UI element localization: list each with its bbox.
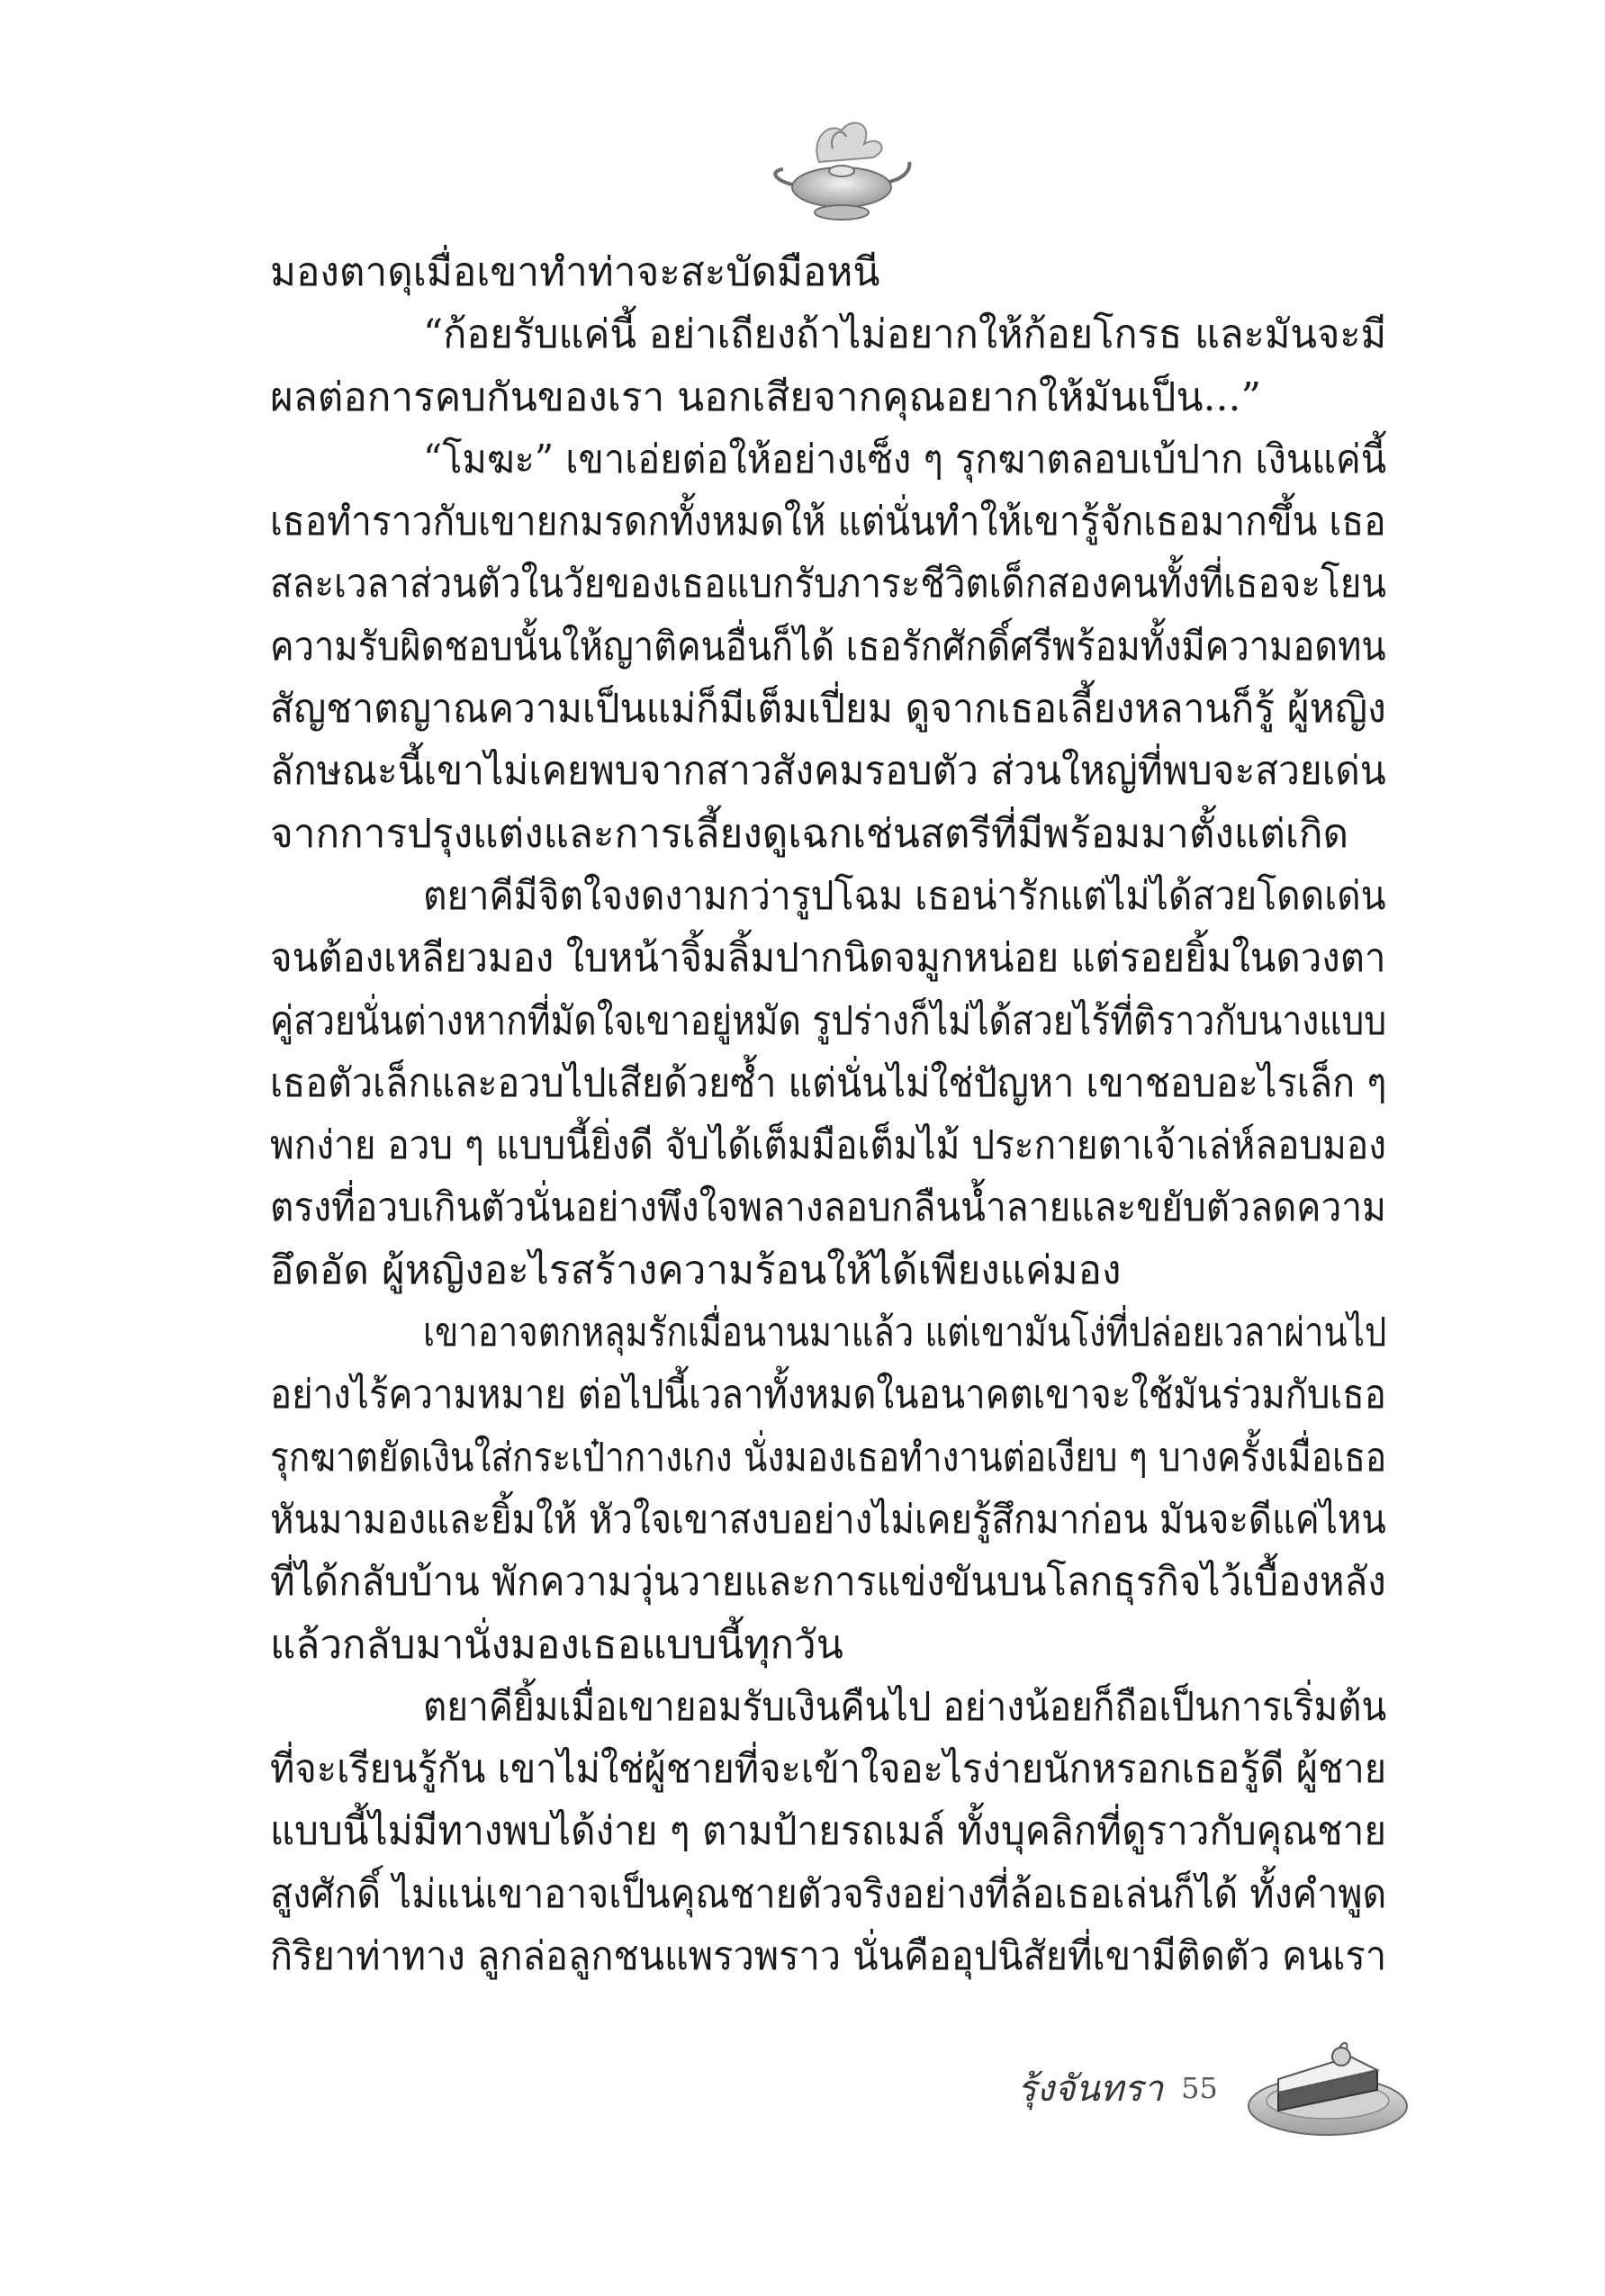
text-line: คู่สวยนั่นต่างหากที่มัดใจเขาอยู่หมัด รูปร่างก็ไม่ได้สวยไร้ที่ติราวกับนางแบบ bbox=[270, 997, 1386, 1044]
text-line: ตยาคียิ้มเมื่อเขายอมรับเงินคืนไป อย่างน้อยก็ถือเป็นการเริ่มต้น bbox=[423, 1683, 1386, 1730]
page-number: 55 bbox=[1181, 2071, 1218, 2105]
text-line: มองตาดุเมื่อเขาทำท่าจะสะบัดมือหนี bbox=[270, 249, 880, 295]
text-line: เขาอาจตกหลุมรักเมื่อนานมาแล้ว แต่เขามันโง่ที่ปล่อยเวลาผ่านไป bbox=[423, 1310, 1386, 1356]
text-line: กิริยาท่าทาง ลูกล่อลูกชนแพรวพราว นั่นคืออุปนิสัยที่เขามีติดตัว คนเรา bbox=[270, 1933, 1386, 1980]
text-line: ลักษณะนี้เขาไม่เคยพบจากสาวสังคมรอบตัว ส่วนใหญ่ที่พบจะสวยเด่น bbox=[270, 748, 1386, 795]
text-line: ที่ได้กลับบ้าน พักความวุ่นวายและการแข่งขันบนโลกธุรกิจไว้เบื้องหลัง bbox=[270, 1559, 1386, 1606]
text-line: อย่างไร้ความหมาย ต่อไปนี้เวลาทั้งหมดในอนาคตเขาจะใช้มันร่วมกับเธอ bbox=[270, 1372, 1386, 1418]
author-name: รุ้งจันทรา bbox=[1017, 2068, 1164, 2110]
text-line: รุกฆาตยัดเงินใส่กระเป๋ากางเกง นั่งมองเธอทำงานต่อเงียบ ๆ บางครั้งเมื่อเธอ bbox=[270, 1434, 1386, 1481]
page-footer bbox=[1017, 2061, 1224, 2115]
text-line: ผลต่อการคบกันของเรา นอกเสียจากคุณอยากให้มันเป็น...” bbox=[270, 374, 1261, 420]
text-line: ตยาคีมีจิตใจงดงามกว่ารูปโฉม เธอน่ารักแต่ไม่ได้สวยโดดเด่น bbox=[423, 872, 1386, 919]
text-line: สูงศักดิ์ ไม่แน่เขาอาจเป็นคุณชายตัวจริงอย่างที่ล้อเธอเล่นก็ได้ ทั้งคำพูด bbox=[270, 1870, 1386, 1917]
text-line: “ก้อยรับแค่นี้ อย่าเถียงถ้าไม่อยากให้ก้อยโกรธ และมันจะมี bbox=[423, 311, 1386, 358]
magic-lamp-icon bbox=[756, 99, 918, 234]
text-line: จากการปรุงแต่งและการเลี้ยงดูเฉกเช่นสตรีที่มีพร้อมมาตั้งแต่เกิด bbox=[270, 810, 1349, 857]
text-line: พกง่าย อวบ ๆ แบบนี้ยิ่งดี จับได้เต็มมือเต็มไม้ ประกายตาเจ้าเล่ห์ลอบมอง bbox=[270, 1122, 1386, 1169]
text-line: สัญชาตญาณความเป็นแม่ก็มีเต็มเปี่ยม ดูจากเธอเลี้ยงหลานก็รู้ ผู้หญิง bbox=[270, 686, 1386, 733]
text-line: แล้วกลับมานั่งมองเธอแบบนี้ทุกวัน bbox=[270, 1621, 843, 1668]
text-line: แบบนี้ไม่มีทางพบได้ง่าย ๆ ตามป้ายรถเมล์ ทั้งบุคลิกที่ดูราวกับคุณชาย bbox=[270, 1808, 1386, 1855]
text-line: เธอตัวเล็กและอวบไปเสียด้วยซ้ำ แต่นั่นไม่ใช่ปัญหา เขาชอบอะไรเล็ก ๆ bbox=[270, 1059, 1386, 1106]
text-line: อึดอัด ผู้หญิงอะไรสร้างความร้อนให้ได้เพียงแค่มอง bbox=[270, 1247, 1122, 1293]
body-text bbox=[270, 241, 1386, 2023]
text-line: เธอทำราวกับเขายกมรดกทั้งหมดให้ แต่นั่นทำให้เขารู้จักเธอมากขึ้น เธอ bbox=[270, 499, 1386, 545]
text-line: สละเวลาส่วนตัวในวัยของเธอแบกรับภาระชีวิตเด็กสองคนทั้งที่เธอจะโยน bbox=[270, 561, 1386, 608]
text-line: จนต้องเหลียวมอง ใบหน้าจิ้มลิ้มปากนิดจมูกหน่อย แต่รอยยิ้มในดวงตา bbox=[270, 935, 1386, 982]
cake-slice-icon bbox=[1242, 2007, 1413, 2142]
text-line: หันมามองและยิ้มให้ หัวใจเขาสงบอย่างไม่เคยรู้สึกมาก่อน มันจะดีแค่ไหน bbox=[270, 1496, 1386, 1543]
text-line: ตรงที่อวบเกินตัวนั่นอย่างพึงใจพลางลอบกลืนน้ำลายและขยับตัวลดความ bbox=[270, 1184, 1386, 1231]
text-line: ความรับผิดชอบนั้นให้ญาติคนอื่นก็ได้ เธอรักศักดิ์ศรีพร้อมทั้งมีความอดทน bbox=[270, 623, 1386, 670]
text-line: “โมฆะ” เขาเอ่ยต่อให้อย่างเซ็ง ๆ รุกฆาตลอบเบ้ปาก เงินแค่นี้ bbox=[423, 436, 1386, 482]
text-line: ที่จะเรียนรู้กัน เขาไม่ใช่ผู้ชายที่จะเข้าใจอะไรง่ายนักหรอกเธอรู้ดี ผู้ชาย bbox=[270, 1746, 1386, 1793]
